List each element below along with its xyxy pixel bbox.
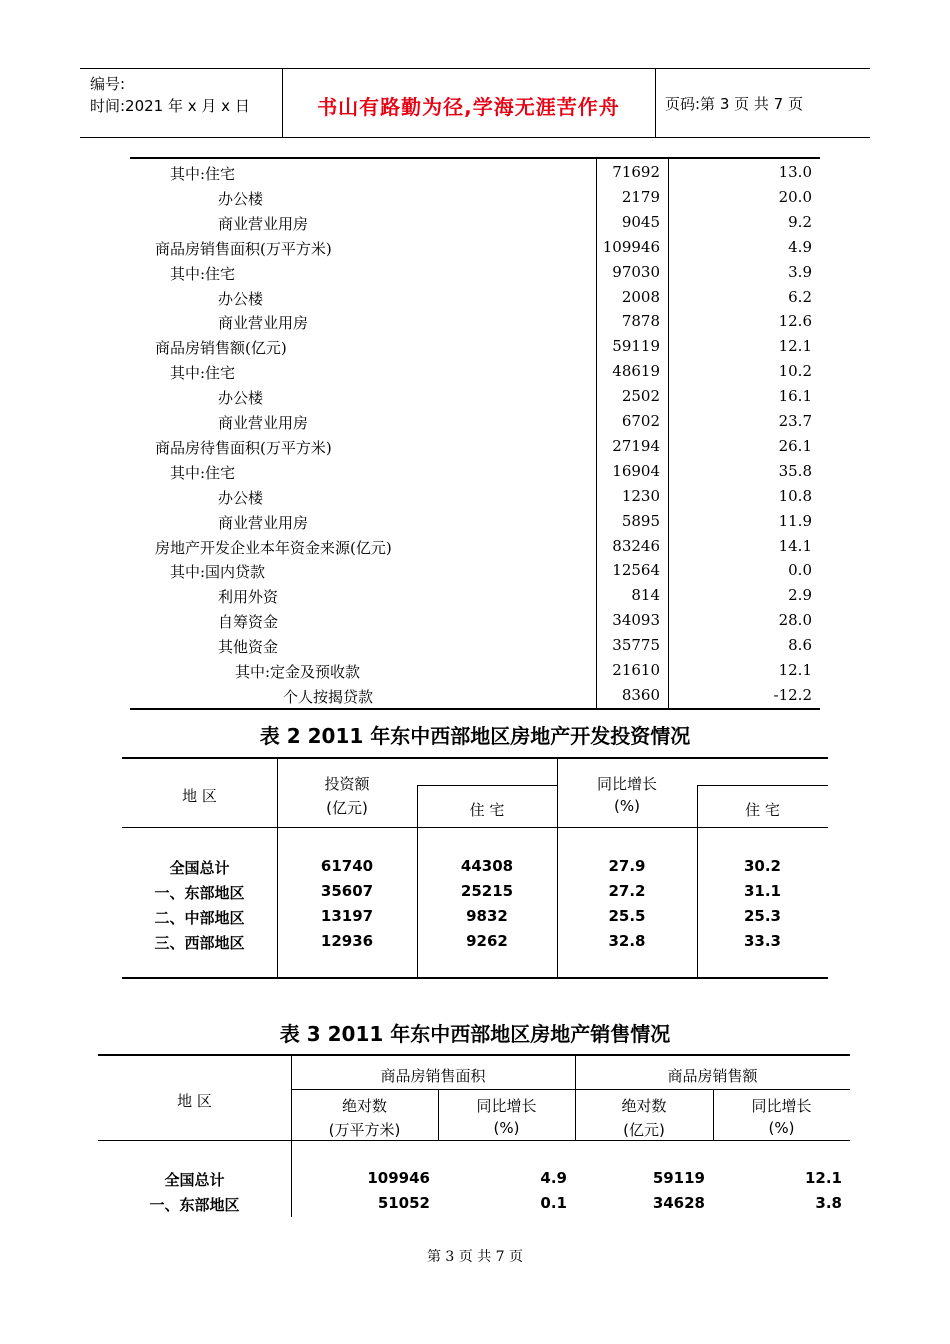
row-label: 办公楼 [218, 189, 264, 208]
row-growth: 10.2 [778, 362, 812, 381]
row-label: 商业营业用房 [218, 314, 309, 333]
row-growth: 9.2 [788, 212, 812, 231]
header-sales-amount: 商品房销售额 [667, 1067, 758, 1085]
table-row [130, 409, 820, 434]
table-row [130, 509, 820, 534]
row-region: 三、西部地区 [154, 934, 245, 952]
row-label: 利用外资 [218, 588, 279, 607]
row-growth: 23.7 [778, 412, 812, 430]
row-region: 全国总计 [169, 859, 230, 877]
row-residential: 9832 [466, 907, 508, 925]
row-area-growth: 4.9 [540, 1169, 567, 1187]
row-region: 一、东部地区 [149, 1196, 240, 1214]
table-rule [417, 785, 557, 786]
page-header [80, 68, 870, 138]
row-growth: 0.0 [788, 561, 812, 580]
table-row [130, 309, 820, 334]
document-number-label: 编号: [90, 75, 126, 93]
row-value: 34093 [612, 611, 660, 630]
row-investment: 61740 [320, 857, 374, 875]
row-value: 2502 [621, 387, 660, 406]
row-label: 办公楼 [218, 488, 264, 507]
row-label: 个人按揭贷款 [283, 687, 374, 706]
row-residential: 44308 [460, 857, 514, 875]
table-rule [122, 827, 828, 828]
header-area-growth-unit: (%) [493, 1119, 520, 1137]
row-label: 商业营业用房 [218, 214, 309, 233]
header-area-unit: (万平方米) [328, 1121, 401, 1139]
header-region: 地 区 [177, 1092, 212, 1110]
row-growth: 6.2 [788, 287, 812, 306]
table-row [130, 658, 820, 683]
table-row [122, 932, 828, 957]
header-page-number: 页码:第 3 页 共 7 页 [665, 95, 803, 113]
header-sales-growth: 同比增长 [751, 1097, 812, 1115]
table-row [98, 1169, 850, 1194]
row-sales: 59119 [652, 1169, 705, 1187]
row-residential: 9262 [466, 932, 508, 950]
row-investment: 12936 [320, 932, 374, 950]
header-region: 地 区 [182, 787, 217, 805]
table1-continued [130, 157, 820, 710]
row-label: 商品房销售面积(万平方米) [155, 239, 332, 258]
row-value: 12564 [612, 561, 660, 580]
row-area-growth: 0.1 [540, 1194, 567, 1212]
header-growth: 同比增长 [596, 775, 657, 793]
row-label: 其中:定金及预收款 [235, 663, 361, 681]
row-investment: 13197 [320, 907, 374, 925]
row-growth: 14.1 [778, 536, 812, 555]
table-row [130, 334, 820, 359]
row-growth: 12.1 [778, 661, 812, 679]
header-meta [90, 73, 250, 117]
table-rule [291, 1089, 850, 1090]
table-row [130, 633, 820, 658]
row-label: 其他资金 [218, 638, 279, 657]
row-growth: 2.9 [788, 586, 812, 605]
row-value: 48619 [612, 362, 660, 381]
row-residential: 25215 [460, 882, 514, 900]
row-value: 1230 [621, 486, 660, 505]
header-growth-residential: 住 宅 [745, 801, 780, 819]
header-investment-unit: (亿元) [326, 799, 368, 817]
row-label: 商业营业用房 [218, 414, 309, 432]
row-region: 全国总计 [164, 1171, 225, 1189]
row-growth: 16.1 [778, 387, 812, 406]
row-growth-residential: 31.1 [743, 882, 781, 900]
row-growth: 28.0 [778, 611, 812, 630]
row-value: 2008 [621, 287, 660, 306]
row-value: 35775 [612, 636, 660, 655]
row-value: 7878 [621, 312, 660, 331]
row-growth: 11.9 [778, 511, 812, 530]
row-growth: 12.6 [778, 312, 812, 331]
row-growth: 13.0 [778, 163, 812, 181]
header-motto: 书山有路勤为径,学海无涯苦作舟 [317, 95, 620, 119]
row-label: 其中:住宅 [170, 264, 236, 283]
row-growth: 8.6 [788, 636, 812, 655]
row-sales-growth: 3.8 [815, 1194, 842, 1212]
row-label: 商品房待售面积(万平方米) [155, 438, 332, 457]
row-value: 6702 [621, 412, 660, 430]
table-rule [697, 785, 828, 786]
table-row [130, 210, 820, 235]
table-row [130, 359, 820, 384]
header-residential: 住 宅 [469, 801, 505, 819]
table-row [130, 459, 820, 484]
table-row [130, 484, 820, 509]
table-row [130, 583, 820, 608]
row-region: 二、中部地区 [154, 909, 245, 927]
row-label: 商业营业用房 [218, 513, 309, 532]
row-value: 83246 [612, 536, 660, 555]
row-region: 一、东部地区 [154, 884, 245, 902]
row-value: 59119 [612, 337, 660, 356]
table3 [98, 1054, 850, 1217]
table-rule [122, 977, 828, 979]
table-row [130, 160, 820, 185]
row-value: 2179 [621, 187, 660, 206]
row-growth: 10.8 [778, 486, 812, 505]
table-row [98, 1194, 850, 1219]
page-footer: 第 3 页 共 7 页 [426, 1249, 524, 1265]
row-value: 16904 [612, 461, 660, 480]
table-row [130, 384, 820, 409]
row-label: 其中:住宅 [170, 364, 236, 383]
row-growth: 20.0 [778, 187, 812, 206]
table-row [122, 882, 828, 907]
table2-caption: 表 2 2011 年东中西部地区房地产开发投资情况 [259, 724, 691, 748]
row-growth: 3.9 [788, 262, 812, 281]
row-growth-residential: 30.2 [743, 857, 781, 875]
header-area-growth: 同比增长 [476, 1097, 537, 1115]
table-rule [98, 1054, 850, 1056]
table-row [130, 434, 820, 459]
row-value: 814 [631, 586, 660, 605]
row-growth: 27.9 [608, 857, 646, 875]
row-sales-growth: 12.1 [804, 1169, 842, 1187]
table-row [130, 534, 820, 559]
row-growth: 27.2 [608, 882, 646, 900]
row-growth: 32.8 [608, 932, 646, 950]
row-label: 其中:住宅 [170, 463, 236, 482]
row-area: 51052 [377, 1194, 430, 1212]
table3-caption: 表 3 2011 年东中西部地区房地产销售情况 [279, 1022, 671, 1046]
header-sales-growth-unit: (%) [768, 1119, 795, 1137]
row-growth: 35.8 [778, 461, 812, 480]
row-value: 71692 [612, 163, 660, 181]
table-rule [122, 757, 828, 759]
row-area: 109946 [367, 1169, 430, 1187]
header-sales-area: 商品房销售面积 [380, 1067, 486, 1085]
row-value: 21610 [612, 661, 660, 679]
row-value: 97030 [612, 262, 660, 281]
row-value: 8360 [621, 685, 660, 704]
row-label: 办公楼 [218, 289, 264, 308]
row-growth-residential: 25.3 [743, 907, 781, 925]
row-growth: 25.5 [608, 907, 646, 925]
row-growth: 4.9 [788, 237, 812, 256]
row-growth: 26.1 [778, 436, 812, 455]
row-label: 房地产开发企业本年资金来源(亿元) [155, 538, 392, 557]
row-label: 办公楼 [218, 389, 264, 408]
header-divider [655, 69, 656, 137]
row-value: 27194 [612, 436, 660, 455]
table-row [130, 683, 820, 708]
table-row [130, 558, 820, 583]
header-sales-unit: (亿元) [623, 1121, 665, 1139]
table-row [122, 907, 828, 932]
table-row [130, 608, 820, 633]
row-label: 商品房销售额(亿元) [155, 339, 287, 358]
table-row [130, 285, 820, 310]
row-value: 109946 [602, 237, 660, 256]
row-label: 自筹资金 [218, 613, 279, 632]
header-area-absolute: 绝对数 [341, 1097, 387, 1115]
table-row [122, 857, 828, 882]
table-row [130, 260, 820, 285]
row-growth: -12.2 [773, 685, 812, 704]
table-row [130, 185, 820, 210]
row-value: 5895 [621, 511, 660, 530]
row-value: 9045 [621, 212, 660, 231]
table2 [122, 757, 828, 979]
header-sales-absolute: 绝对数 [621, 1097, 667, 1115]
table-row [130, 235, 820, 260]
row-sales: 34628 [652, 1194, 705, 1212]
row-label: 其中:国内贷款 [170, 563, 266, 582]
table-rule [98, 1140, 850, 1141]
row-label: 其中:住宅 [170, 165, 236, 183]
header-investment: 投资额 [324, 775, 370, 793]
row-growth-residential: 33.3 [743, 932, 781, 950]
row-investment: 35607 [320, 882, 374, 900]
document-date-label: 时间:2021 年 x 月 x 日 [90, 97, 250, 115]
header-growth-unit: (%) [614, 797, 640, 815]
row-growth: 12.1 [778, 337, 812, 356]
